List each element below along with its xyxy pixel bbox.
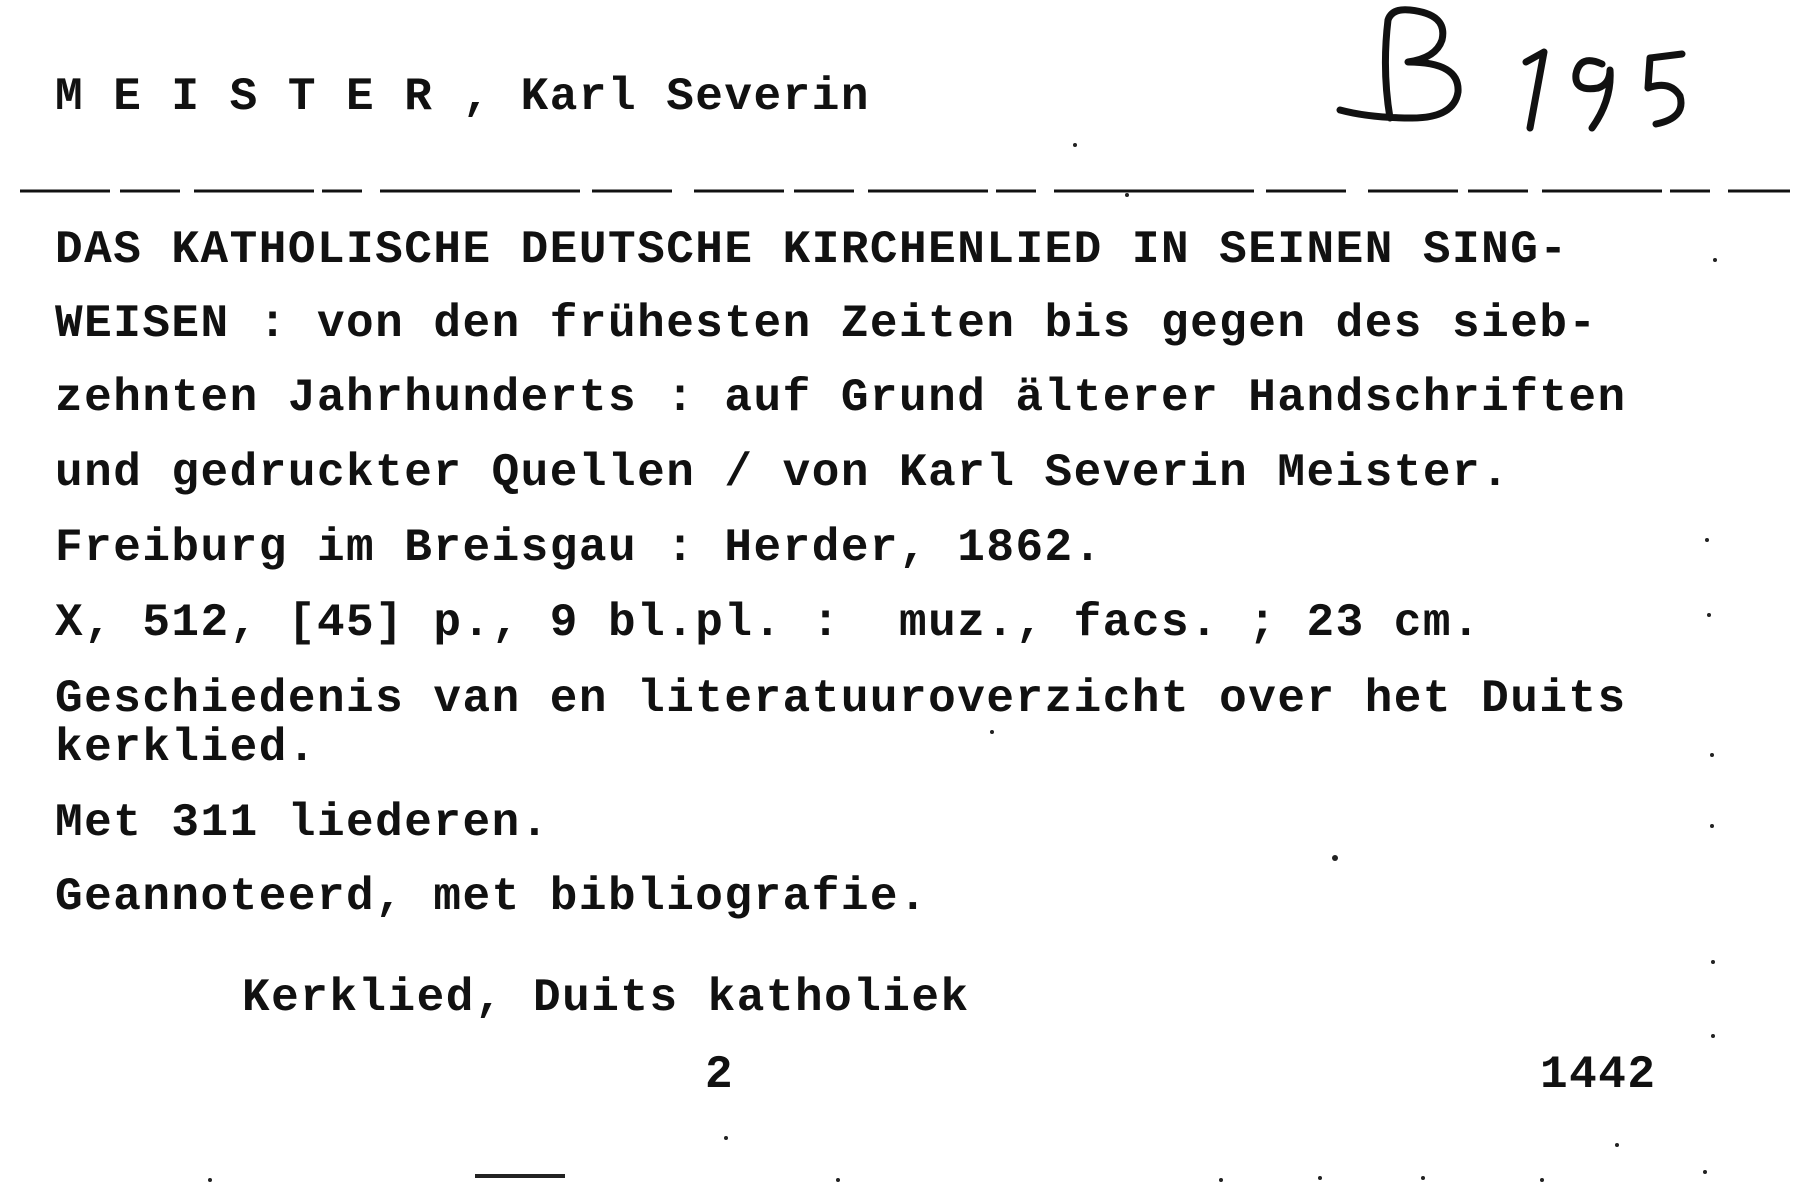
imprint: Freiburg im Breisgau : Herder, 1862.	[55, 522, 1103, 574]
note-line-4: Geannoteerd, met bibliografie.	[55, 871, 929, 923]
title-line-1: DAS KATHOLISCHE DEUTSCHE KIRCHENLIED IN SEINEN SING-	[55, 224, 1569, 276]
note-line-1: Geschiedenis van en literatuuroverzicht over het Duits	[55, 673, 1627, 725]
page-number: 2	[705, 1049, 735, 1101]
note-line-2: kerklied.	[55, 722, 317, 774]
collation: X, 512, [45] p., 9 bl.pl. : muz., facs. ; 23 cm.	[55, 597, 1482, 649]
note-line-3: Met 311 liederen.	[55, 797, 550, 849]
title-line-3: zehnten Jahrhunderts : auf Grund älterer Handschriften	[55, 372, 1627, 424]
call-number-handwriting	[1330, 0, 1770, 150]
handwritten-call-number	[1330, 0, 1770, 150]
title-line-4: und gedruckter Quellen / von Karl Severin Meister.	[55, 447, 1511, 499]
card-number: 1442	[1540, 1049, 1657, 1101]
author-heading: M E I S T E R , Karl Severin	[55, 71, 870, 123]
dashed-separator	[20, 181, 1790, 187]
subject-heading: Kerklied, Duits katholiek	[242, 972, 970, 1024]
title-line-2: WEISEN : von den frühesten Zeiten bis gegen des sieb-	[55, 298, 1598, 350]
